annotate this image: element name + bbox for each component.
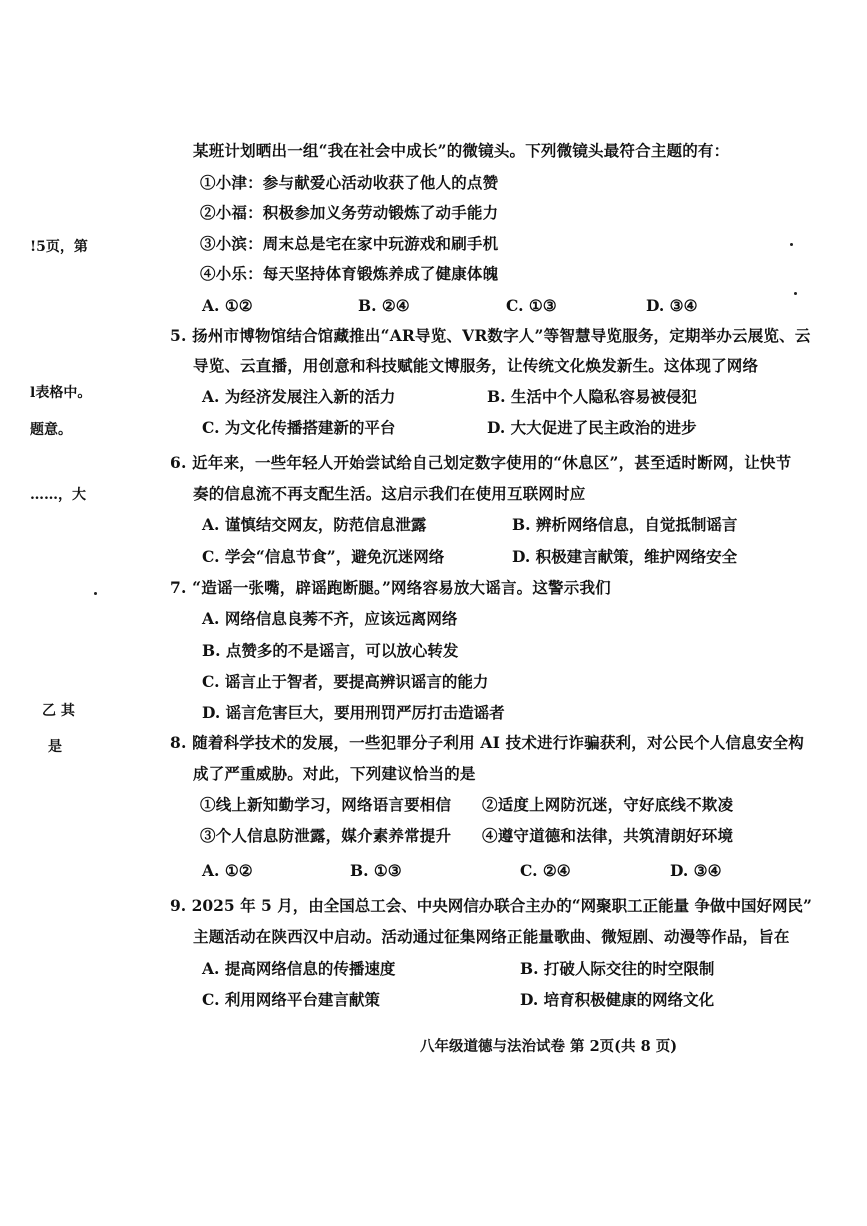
statement-item: ②小福：积极参加义务劳动锻炼了动手能力 xyxy=(200,203,499,222)
scan-speck xyxy=(794,292,797,295)
margin-fragment: 题意。 xyxy=(30,422,72,438)
answer-option: B. 点赞多的不是谣言，可以放心转发 xyxy=(202,641,459,660)
answer-option: C. 学会“信息节食”，避免沉迷网络 xyxy=(202,547,445,566)
answer-option: D. ③④ xyxy=(646,296,698,315)
answer-option: D. 培育积极健康的网络文化 xyxy=(520,990,715,1009)
statement-item: ②适度上网防沉迷，守好底线不欺凌 xyxy=(482,795,734,814)
answer-option: C. ①③ xyxy=(506,296,557,315)
statement-item: ①小津：参与献爱心活动收获了他人的点赞 xyxy=(200,173,499,192)
question-stem: 6. 近年来，一些年轻人开始尝试给自己划定数字使用的“休息区”，甚至适时断网，让快节 xyxy=(170,453,792,472)
scan-speck xyxy=(94,592,97,595)
question-stem: 7. “造谣一张嘴，辟谣跑断腿。”网络容易放大谣言。这警示我们 xyxy=(170,578,611,597)
margin-fragment: !5页，第 xyxy=(30,239,88,255)
answer-option: A. 为经济发展注入新的活力 xyxy=(202,387,396,406)
page-footer: 八年级道德与法治试卷 第 2页(共 8 页) xyxy=(420,1038,678,1055)
answer-option: C. ②④ xyxy=(520,861,571,880)
answer-option: A. 网络信息良莠不齐，应该远离网络 xyxy=(202,609,458,628)
answer-option: A. 谨慎结交网友，防范信息泄露 xyxy=(202,515,427,534)
answer-option: B. ②④ xyxy=(358,296,410,315)
question-stem: 某班计划晒出一组“我在社会中成长”的微镜头。下列微镜头最符合主题的有： xyxy=(193,141,730,160)
answer-option: D. 大大促进了民主政治的进步 xyxy=(487,418,697,437)
question-stem: 导览、云直播，用创意和科技赋能文博服务，让传统文化焕发新生。这体现了网络 xyxy=(193,356,759,375)
answer-option: A. 提高网络信息的传播速度 xyxy=(202,959,396,978)
answer-option: C. 谣言止于智者，要提高辨识谣言的能力 xyxy=(202,672,489,691)
margin-fragment: 是 xyxy=(48,739,62,755)
answer-option: B. 打破人际交往的时空限制 xyxy=(520,959,715,978)
answer-option: B. 辨析网络信息，自觉抵制谣言 xyxy=(512,515,738,534)
question-stem: 成了严重威胁。对此，下列建议恰当的是 xyxy=(193,764,476,783)
statement-item: ④遵守道德和法律，共筑清朗好环境 xyxy=(482,826,734,845)
statement-item: ③小滨：周末总是宅在家中玩游戏和刷手机 xyxy=(200,234,499,253)
answer-option: D. 谣言危害巨大，要用刑罚严厉打击造谣者 xyxy=(202,703,505,722)
answer-option: B. ①③ xyxy=(350,861,402,880)
statement-item: ①线上新知勤学习，网络语言要相信 xyxy=(200,795,452,814)
answer-option: A. ①② xyxy=(202,296,253,315)
answer-option: C. 为文化传播搭建新的平台 xyxy=(202,418,396,437)
question-stem: 8. 随着科学技术的发展，一些犯罪分子利用 AI 技术进行诈骗获利，对公民个人信息安全构 xyxy=(170,733,804,752)
margin-fragment: ……，大 xyxy=(30,487,86,503)
question-stem: 主题活动在陕西汉中启动。活动通过征集网络正能量歌曲、微短剧、动漫等作品，旨在 xyxy=(193,927,790,946)
answer-option: D. ③④ xyxy=(670,861,722,880)
answer-option: D. 积极建言献策，维护网络安全 xyxy=(512,547,738,566)
question-stem: 9. 2025 年 5 月，由全国总工会、中央网信办联合主办的“网聚职工正能量 争做中国好网民” xyxy=(170,896,812,915)
scan-speck xyxy=(790,243,793,246)
statement-item: ③个人信息防泄露，媒介素养常提升 xyxy=(200,826,452,845)
margin-fragment: 乙 其 xyxy=(42,703,75,719)
answer-option: C. 利用网络平台建言献策 xyxy=(202,990,380,1009)
answer-option: B. 生活中个人隐私容易被侵犯 xyxy=(487,387,697,406)
question-stem: 5. 扬州市博物馆结合馆藏推出“AR导览、VR数字人”等智慧导览服务，定期举办云展览、云 xyxy=(170,326,811,345)
statement-item: ④小乐：每天坚持体育锻炼养成了健康体魄 xyxy=(200,264,499,283)
answer-option: A. ①② xyxy=(202,861,253,880)
question-stem: 奏的信息流不再支配生活。这启示我们在使用互联网时应 xyxy=(193,484,586,503)
margin-fragment: l表格中。 xyxy=(30,385,92,401)
